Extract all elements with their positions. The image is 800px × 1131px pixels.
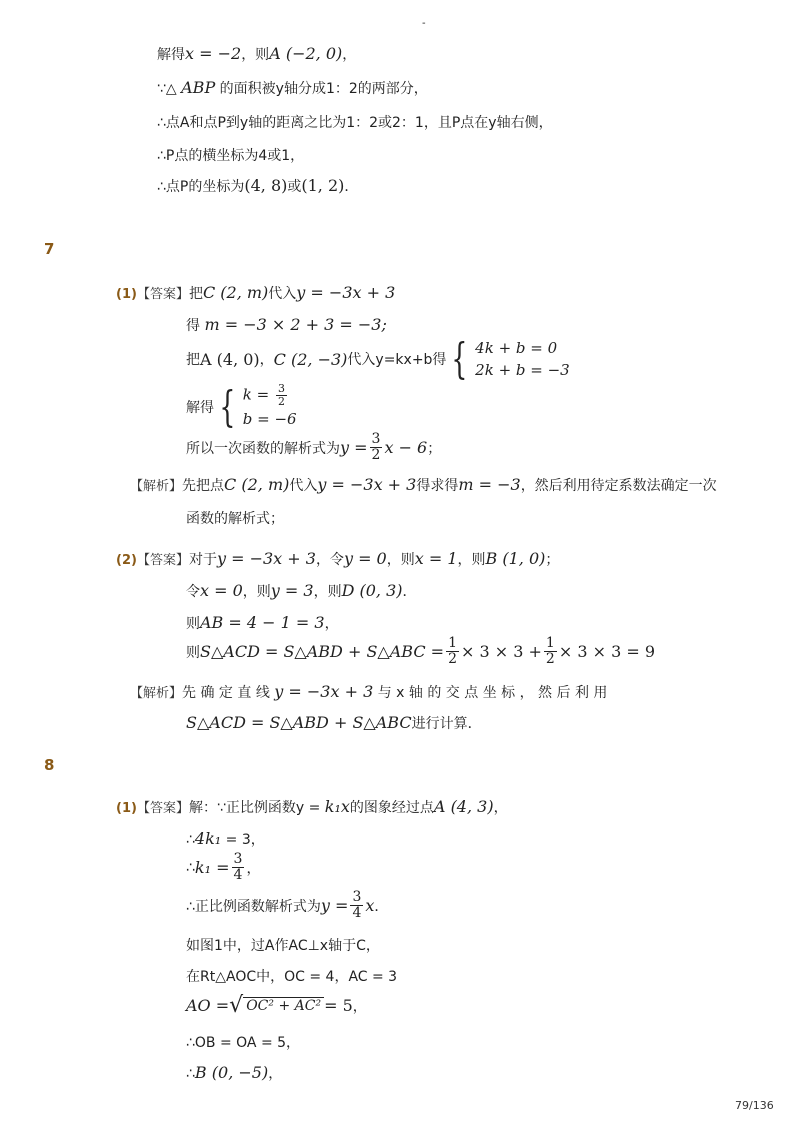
q7-p1-analysis-line-2: 函数的解析式； (186, 511, 284, 527)
denominator: 2 (448, 651, 457, 668)
math: x = 0 (200, 581, 243, 600)
text: ∴ (186, 859, 195, 876)
text: 对于 (188, 552, 217, 568)
math: x = −2 (185, 44, 242, 63)
sqrt-icon: √ (229, 993, 244, 1018)
math: × 3 × 3 + (460, 642, 542, 662)
q8-p1-line-3 (186, 852, 260, 884)
text: 的图象经过点 (349, 800, 434, 816)
math: k₁ = (194, 858, 230, 878)
math: x (365, 896, 375, 916)
text: ∵△ (157, 81, 182, 97)
fraction (276, 383, 287, 408)
part-label: (2) (116, 553, 137, 568)
q8-p1-line-9 (186, 1063, 282, 1083)
text: 进行计算． (411, 716, 482, 732)
solution-system (214, 383, 297, 430)
math: AB = 4 − 1 = 3 (200, 613, 325, 632)
math: y = 0 (343, 549, 387, 568)
answer-tag: 【答案】 (136, 801, 189, 816)
fraction (446, 636, 459, 668)
q7-p2-analysis-line-1 (130, 682, 607, 702)
text: ，令 (315, 552, 344, 568)
denominator: 2 (371, 447, 381, 464)
q7-p1-answer-line-1 (116, 283, 395, 303)
equation: 2k + b = −3 (475, 361, 570, 379)
q8-p1-line-6: 在Rt△AOC中，OC = 4，AC = 3 (186, 969, 398, 985)
q7-p2-line-4 (186, 636, 655, 668)
sqrt-radicand: OC² + AC² (243, 997, 324, 1014)
math: AO = (186, 996, 230, 1015)
answer-tag: 【答案】 (136, 553, 189, 568)
text: ， (324, 616, 339, 632)
equation (243, 383, 297, 408)
fraction (370, 432, 383, 464)
math: y = −3x + 3 (317, 475, 417, 494)
q7-p1-line-5 (186, 432, 441, 464)
math: B (0, −5) (194, 1063, 269, 1082)
text: ，则 (242, 584, 271, 600)
math: 4k₁ (194, 829, 222, 848)
text: 代入y=kx+b得 (347, 352, 447, 368)
analysis-tag: 【解析】 (130, 686, 183, 701)
numerator: 1 (448, 635, 457, 651)
math: x = 1 (414, 549, 458, 568)
math: y = (320, 896, 349, 916)
text: 所以一次函数的解析式为 (186, 440, 340, 457)
math: (1, 2) (301, 176, 345, 195)
math: S△ACD = S△ABD + S△ABC (186, 713, 412, 732)
math: C (2, −3) (273, 349, 348, 369)
math: = 5 (324, 996, 353, 1015)
part-label: (1) (116, 287, 137, 302)
text: 得 (186, 318, 205, 334)
text: 则 (186, 644, 200, 661)
text: ，则 (386, 552, 415, 568)
fraction (544, 636, 557, 668)
text: ； (545, 552, 560, 568)
text: ， (268, 1066, 283, 1082)
text: 代入 (289, 478, 318, 494)
prev-line-4: ∴P点的横坐标为4或1， (157, 148, 305, 164)
math: (4, 8) (244, 176, 288, 195)
prev-line-3: ∴点A和点P到y轴的距离之比为1：2或2：1，且P点在y轴右侧， (157, 115, 553, 131)
question-number-8: 8 (44, 756, 55, 774)
text: ； (427, 440, 442, 457)
math: m = −3 (458, 475, 521, 494)
page-number: 79/136 (735, 1099, 774, 1112)
brace-glyph: { (451, 334, 468, 383)
math: S△ACD = S△ABD + S△ABC = (200, 642, 445, 662)
text: ， (493, 800, 508, 816)
text: ． (374, 898, 389, 915)
math: C (2, m) (224, 475, 290, 494)
math: y = −3x + 3 (216, 549, 316, 568)
text: ． (402, 584, 417, 600)
text: 代入 (268, 286, 297, 302)
brace-glyph: { (219, 381, 236, 431)
text: 与 x 轴 的 交 点 坐 标 ， 然 后 利 用 (373, 685, 608, 701)
text: 或 (287, 179, 302, 195)
text: ， (246, 860, 261, 877)
math: A (4, 3) (433, 797, 494, 816)
text: ∴正比例函数解析式为 (186, 898, 321, 915)
text: 解得 (157, 47, 185, 63)
denominator: 4 (352, 905, 362, 922)
q8-p1-line-5: 如图1中，过A作AC⊥x轴于C， (186, 938, 380, 954)
math: A (4, 0) (200, 349, 260, 369)
q7-p2-answer-line-1 (116, 549, 559, 569)
equation: b = −6 (242, 410, 297, 429)
math: y = −3x + 3 (274, 682, 374, 701)
text: 的面积被y轴分成1：2的两部分， (215, 81, 428, 97)
math: k = (242, 385, 274, 404)
math: ABP (181, 78, 216, 97)
text: 先 确 定 直 线 (182, 685, 275, 701)
equation: 4k + b = 0 (475, 339, 558, 357)
page-top-mark: - (422, 18, 426, 29)
q7-p2-line-3 (186, 613, 339, 633)
fraction (232, 852, 245, 884)
math: x − 6 (384, 438, 428, 458)
answer-tag: 【答案】 (136, 287, 189, 302)
math: C (2, m) (202, 283, 269, 302)
q8-p1-answer-line-1 (116, 797, 508, 817)
question-number-7: 7 (44, 240, 55, 258)
text: ，然后利用待定系数法确定一次 (520, 478, 717, 494)
text: 把 (186, 352, 200, 368)
text: ． (344, 179, 359, 195)
text: 则 (186, 616, 200, 632)
prev-line-5 (157, 176, 358, 196)
q7-p1-line-2 (186, 315, 387, 335)
numerator: 3 (352, 889, 362, 905)
text: ，则 (457, 552, 486, 568)
text: 先把点 (182, 478, 225, 494)
prev-line-2 (157, 78, 428, 98)
q7-p2-line-2 (186, 581, 417, 601)
math: D (0, 3) (341, 581, 403, 600)
part-label: (1) (116, 801, 137, 816)
text: ， (342, 47, 357, 63)
denominator: 2 (545, 651, 555, 668)
q7-p1-analysis-line-1 (130, 475, 717, 495)
q7-p2-analysis-line-2 (186, 713, 482, 733)
text: 把 (188, 286, 203, 302)
prev-line-1 (157, 44, 356, 64)
text: 得求得 (416, 478, 459, 494)
math: y = (340, 438, 368, 458)
numerator: 1 (545, 635, 555, 651)
denominator: 4 (233, 867, 243, 884)
text: ， (259, 352, 274, 368)
q7-p1-line-4 (186, 383, 297, 430)
text: ∴ (186, 832, 195, 848)
numerator: 3 (371, 431, 381, 447)
text: 令 (186, 584, 200, 600)
math: B (1, 0) (485, 549, 546, 568)
q8-p1-line-8: ∴OB = OA = 5， (186, 1035, 301, 1051)
denominator: 2 (277, 395, 285, 409)
analysis-tag: 【解析】 (130, 479, 183, 494)
text: 解：∵正比例函数y = (188, 800, 325, 816)
text: ，则 (241, 47, 270, 63)
math: × 3 × 3 = 9 (558, 642, 656, 662)
fraction (350, 890, 363, 922)
text: ，则 (313, 584, 342, 600)
numerator: 3 (277, 382, 285, 395)
equation-system (446, 334, 570, 383)
numerator: 3 (233, 851, 243, 867)
math: y = 3 (270, 581, 314, 600)
text: = 3， (221, 832, 265, 848)
math: k₁x (324, 797, 350, 816)
q7-p1-line-3 (186, 334, 570, 383)
math: m = −3 × 2 + 3 = −3; (204, 315, 387, 334)
text: ∴点P的坐标为 (157, 179, 245, 195)
text: ， (352, 998, 367, 1015)
math: A (−2, 0) (269, 44, 343, 63)
q8-p1-line-4 (186, 890, 388, 922)
q8-p1-line-7 (186, 993, 367, 1018)
text: ∴ (186, 1066, 195, 1082)
text: 解得 (186, 399, 214, 416)
math: y = −3x + 3 (296, 283, 396, 302)
q8-p1-line-2 (186, 829, 265, 849)
